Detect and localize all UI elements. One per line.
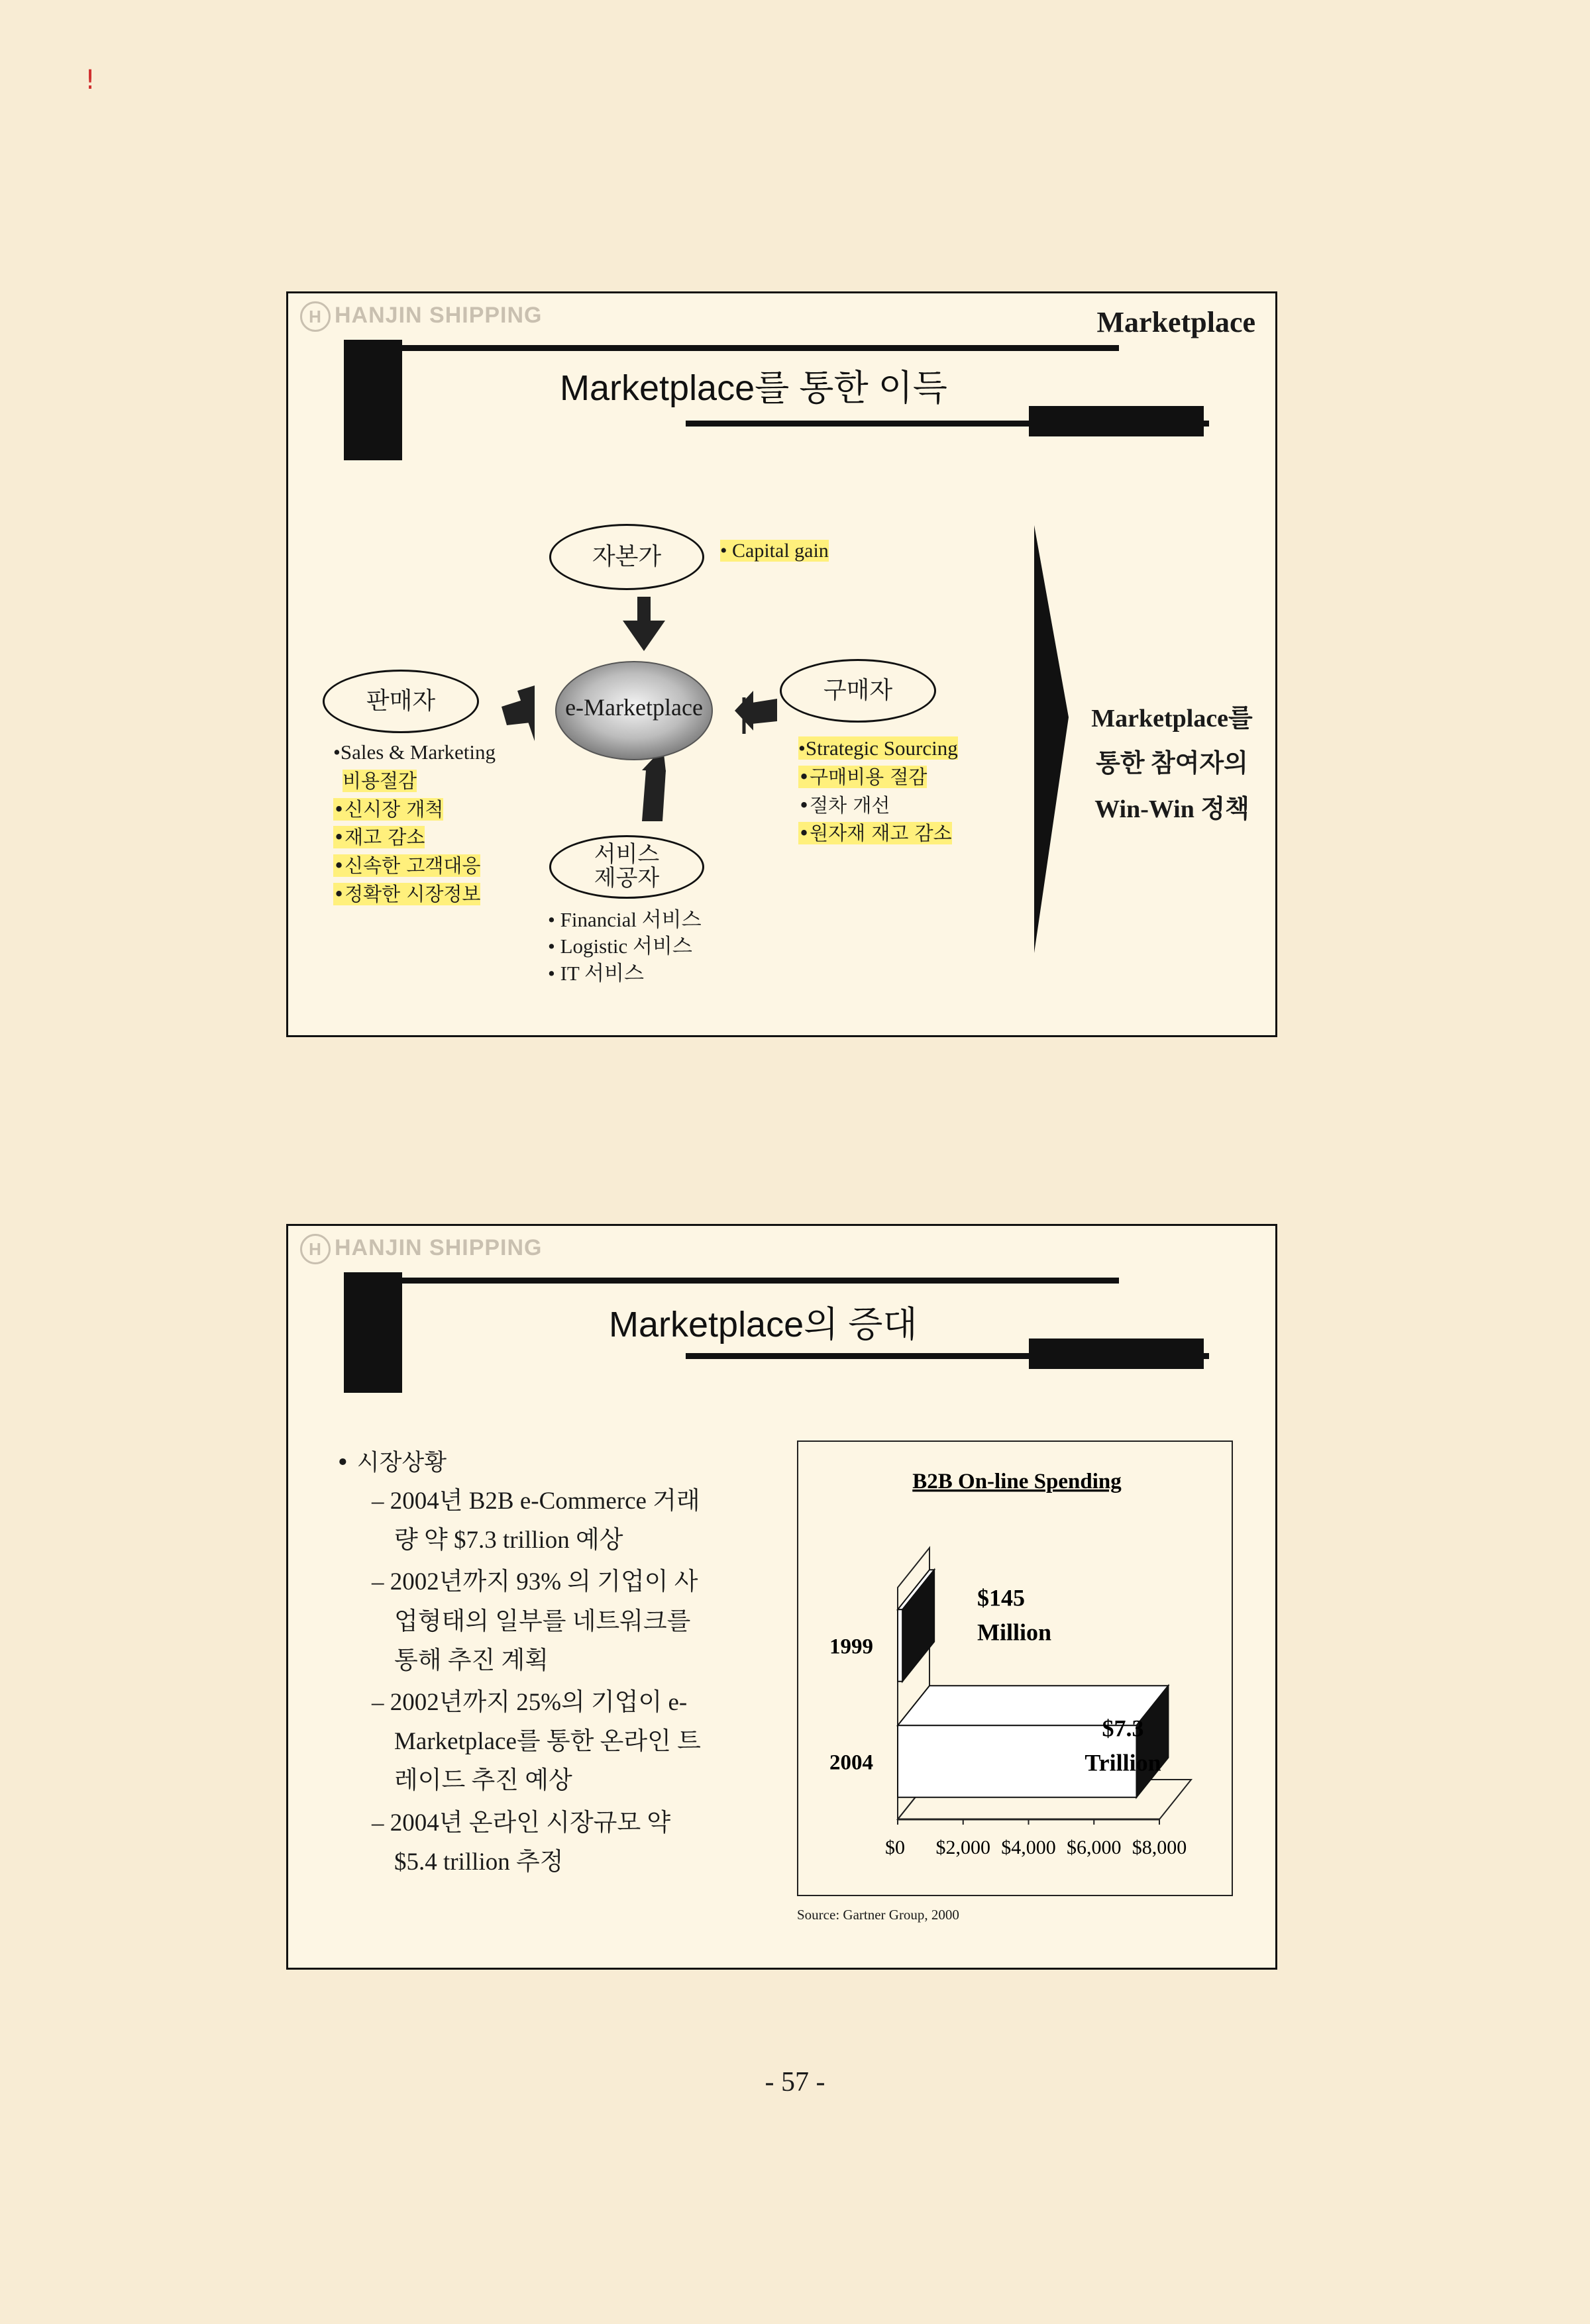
bar xyxy=(898,1609,902,1682)
chart-canvas xyxy=(798,1442,1232,1895)
corner-label: Marketplace xyxy=(1096,306,1255,338)
x-tick-label: $0 xyxy=(885,1837,905,1858)
hanjin-logo-text: HANJIN SHIPPING xyxy=(335,1235,543,1260)
list-item: – 2002년까지 93% 의 기업이 사 업형태의 일부를 네트워크를 통해 추진 계획 xyxy=(372,1568,698,1674)
capital-note: • Capital gain xyxy=(720,540,829,562)
list-item: •신속한 고객대응 xyxy=(333,854,481,878)
chart-title: B2B On-line Spending xyxy=(912,1470,1122,1493)
hanjin-logo-mark: H xyxy=(300,301,331,332)
buyer-benefits-list xyxy=(798,734,958,848)
chart-source: Source: Gartner Group, 2000 xyxy=(797,1907,959,1923)
list-item: – 2004년 온라인 시장규모 약 $5.4 trillion 추정 xyxy=(372,1809,671,1876)
x-tick-label: $2,000 xyxy=(935,1837,990,1858)
x-tick-label: $4,000 xyxy=(1001,1837,1056,1858)
b2b-spending-chart xyxy=(797,1440,1233,1896)
list-item: – 2002년까지 25%의 기업이 e- Marketplace를 통한 온라인 트 레이드 추진 예상 xyxy=(372,1688,701,1795)
result-funnel-arrow xyxy=(1034,525,1069,953)
slide-2-title: Marketplace의 증대 xyxy=(609,1305,918,1344)
x-tick-label: $8,000 xyxy=(1132,1837,1187,1858)
list-item: •절차 개선 xyxy=(798,793,890,817)
hanjin-logo-mark: H xyxy=(300,1234,331,1264)
service-provider-node: 서비스 제공자 xyxy=(549,835,704,899)
list-item: 비용절감 xyxy=(343,769,417,792)
result-text: Marketplace를 통한 참여자의 Win-Win 정책 xyxy=(1091,705,1253,823)
list-item: •신시장 개척 xyxy=(333,797,444,821)
arrow-down-icon xyxy=(623,597,665,651)
center-node-label: e-Marketplace xyxy=(565,694,703,721)
list-item: •원자재 재고 감소 xyxy=(798,822,952,845)
list-item: • IT 서비스 xyxy=(548,961,644,985)
data-label: Million xyxy=(977,1619,1052,1646)
page-number: - 57 - xyxy=(765,2067,825,2097)
slide-1-title: Marketplace를 통한 이득 xyxy=(560,368,947,408)
market-status-list xyxy=(336,1444,701,1882)
list-item: •구매비용 절감 xyxy=(798,765,928,788)
flow-diagram-graphics xyxy=(288,293,1275,1035)
page-mark: ! xyxy=(85,65,96,95)
seller-node: 판매자 xyxy=(323,670,479,733)
category-label: 2004 xyxy=(829,1750,873,1775)
header-top-rule xyxy=(402,1278,1119,1284)
data-label: $145 xyxy=(977,1584,1025,1611)
market-status-heading: • 시장상황 xyxy=(336,1450,447,1476)
header-right-block xyxy=(1029,1339,1204,1369)
list-item: • Logistic 서비스 xyxy=(548,935,692,958)
data-label: $7.3 xyxy=(1102,1715,1144,1742)
arrow-right-icon xyxy=(502,685,535,741)
capital-node: 자본가 xyxy=(549,524,704,590)
data-label: Trillion xyxy=(1085,1749,1161,1776)
buyer-node: 구매자 xyxy=(780,659,936,723)
category-label: 1999 xyxy=(829,1635,873,1659)
hanjin-logo xyxy=(300,1234,543,1264)
list-item: •Sales & Marketing xyxy=(333,740,496,764)
service-list xyxy=(548,907,702,987)
header-left-block xyxy=(344,1272,402,1393)
list-item: • Financial 서비스 xyxy=(548,908,702,931)
list-item: •재고 감소 xyxy=(333,826,425,849)
list-item: – 2004년 B2B e-Commerce 거래 량 약 $7.3 trillion 예상 xyxy=(372,1488,700,1554)
list-item: •정확한 시장정보 xyxy=(333,882,481,905)
arrow-left-icon xyxy=(735,691,777,734)
hanjin-logo-text: HANJIN SHIPPING xyxy=(335,302,543,328)
slide-2 xyxy=(286,1224,1277,1970)
slide-1 xyxy=(286,291,1277,1037)
list-item: •Strategic Sourcing xyxy=(798,736,958,760)
x-tick-label: $6,000 xyxy=(1067,1837,1122,1858)
seller-benefits-list xyxy=(333,738,496,909)
